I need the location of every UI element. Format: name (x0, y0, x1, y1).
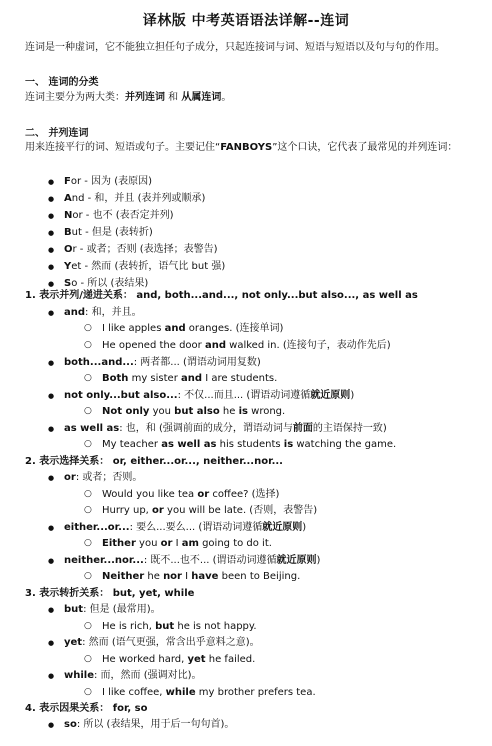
example-text: wrong. (247, 406, 286, 417)
fanboys-text: nd - 和，并且 (表并列或顺承) (71, 193, 206, 204)
fanboys-text: o - 所以 (表结果) (71, 278, 149, 289)
fanboys-letter: A (64, 193, 72, 204)
example-text: Would you like tea (102, 489, 198, 500)
example-keyword: or (152, 505, 164, 516)
sub-bullet-circle: ○ (84, 323, 92, 333)
conjunction-term: either...or... (64, 522, 130, 533)
bullet-dot: ● (48, 425, 55, 433)
conjunction-desc: ) (316, 555, 321, 566)
fanboys-text: et - 然而 (表转折，语气比 but 强) (71, 261, 226, 272)
sub-bullet-circle: ○ (84, 571, 92, 581)
example-sentence (102, 372, 277, 386)
conjunction-desc: : 不仅...而且... (谓语动词遵循 (177, 390, 311, 401)
sub-bullet-circle: ○ (84, 489, 92, 499)
fanboys-letter: Y (64, 261, 72, 272)
example-text: going to do it. (198, 538, 272, 549)
example-keyword: and (204, 340, 226, 351)
conjunction-item (64, 422, 387, 436)
subsection-heading (25, 289, 418, 303)
sub-bullet-circle: ○ (84, 373, 92, 383)
conjunction-term: 就近原则 (262, 522, 303, 533)
conjunction-item (64, 521, 306, 535)
conjunction-term: but (64, 604, 84, 615)
conjunction-desc: : 两者都... (谓语动词用复数) (133, 357, 261, 368)
example-text: I are students. (202, 373, 278, 384)
example-keyword: while (165, 687, 196, 698)
example-text: He opened the door (102, 340, 205, 351)
conjunction-term: both...and... (64, 357, 134, 368)
example-text: he (219, 406, 239, 417)
fanboys-letter: B (64, 227, 72, 238)
bullet-dot: ● (48, 474, 55, 482)
example-text: He worked hard, (102, 654, 188, 665)
conjunction-desc: : 然而 (语气更强，常含出乎意料之意)。 (82, 637, 260, 648)
example-keyword: or (160, 538, 173, 549)
conjunction-term: 前面 (292, 423, 313, 434)
conjunction-item (64, 471, 142, 485)
fanboys-letter: N (64, 210, 73, 221)
subsection-heading (25, 587, 194, 601)
fanboys-text: or - 因为 (表原因) (70, 176, 153, 187)
example-keyword: Not only (102, 406, 150, 417)
heading-text: 4. 表示因果关系： for, so (25, 703, 148, 714)
bullet-dot: ● (48, 557, 55, 565)
example-keyword: and (164, 323, 186, 334)
sub-bullet-circle: ○ (84, 406, 92, 416)
example-keyword: but also (174, 406, 220, 417)
bullet-dot: ● (48, 229, 55, 237)
fanboys-item (64, 226, 153, 240)
example-sentence (102, 339, 391, 353)
example-keyword: am (181, 538, 199, 549)
page-title: 译林版 中考英语语法详解--连词 (142, 13, 350, 29)
example-text: you (135, 538, 161, 549)
example-keyword: have (191, 571, 219, 582)
conjunction-desc: : 要么...要么... (谓语动词遵循 (129, 522, 263, 533)
conjunction-term: so (64, 719, 77, 730)
example-keyword: Neither (102, 571, 145, 582)
example-keyword: as well as (161, 439, 217, 450)
fanboys-item (64, 209, 174, 223)
section-1-text: 连词主要分为两大类：并列连词 和 从属连词。 (25, 92, 232, 103)
conjunction-term: neither...nor... (64, 555, 144, 566)
conjunction-desc: 的主语保持一致) (312, 423, 387, 434)
conjunction-item (64, 603, 161, 617)
bullet-dot: ● (48, 606, 55, 614)
bullet-dot: ● (48, 280, 55, 288)
example-keyword: yet (187, 654, 206, 665)
heading-text: 3. 表示转折关系： but, yet, while (25, 588, 195, 599)
example-keyword: but (155, 621, 175, 632)
conjunction-desc: : 或者；否则。 (75, 472, 143, 483)
bullet-dot: ● (48, 309, 55, 317)
example-text: my brother prefers tea. (195, 687, 316, 698)
conjunction-item (64, 554, 320, 568)
fanboys-item (64, 175, 152, 189)
example-sentence (102, 488, 279, 502)
bullet-dot: ● (48, 195, 55, 203)
sub-bullet-circle: ○ (84, 340, 92, 350)
conjunction-term: not only...but also... (64, 390, 178, 401)
fanboys-text: or - 也不 (表否定并列) (72, 210, 174, 221)
example-text: watching the game. (293, 439, 397, 450)
conjunction-desc: : 既不...也不... (谓语动词遵循 (143, 555, 277, 566)
conjunction-desc: : 而，然而 (强调对比)。 (94, 670, 202, 681)
example-text: I like coffee, (102, 687, 166, 698)
conjunction-term: as well as (64, 423, 120, 434)
example-keyword: nor (163, 571, 182, 582)
subsection-heading (25, 702, 148, 716)
conjunction-item (64, 669, 202, 683)
fanboys-letter: S (64, 278, 72, 289)
conjunction-term: 就近原则 (310, 390, 351, 401)
bullet-dot: ● (48, 212, 55, 220)
example-text: you will be late. (否则，表警告) (163, 505, 318, 516)
section-heading-1: 一、 连词的分类 (25, 77, 99, 88)
example-text: walked in. (连接句子，表动作先后) (225, 340, 391, 351)
conjunction-item (64, 389, 354, 403)
example-keyword: or (197, 489, 210, 500)
sub-bullet-circle: ○ (84, 621, 92, 631)
example-text: I like apples (102, 323, 165, 334)
heading-text: 1. 表示并列/递进关系： and, both...and..., not only...but also..., as well as (25, 290, 418, 301)
conjunction-desc: ) (302, 522, 307, 533)
example-text: his students (216, 439, 284, 450)
section-heading-2: 二、 并列连词 (25, 128, 89, 139)
bullet-dot: ● (48, 392, 55, 400)
subsection-heading (25, 455, 283, 469)
bullet-dot: ● (48, 639, 55, 647)
example-text: he (144, 571, 164, 582)
fanboys-item (64, 243, 218, 257)
conjunction-desc: : 和，并且。 (85, 307, 142, 318)
sub-bullet-circle: ○ (84, 505, 92, 515)
fanboys-letter: O (64, 244, 73, 255)
example-text: my sister (128, 373, 181, 384)
conjunction-item (64, 356, 261, 370)
conjunction-desc: : 但是 (最常用)。 (83, 604, 161, 615)
example-sentence (102, 438, 396, 452)
example-keyword: is (283, 439, 294, 450)
conjunction-term: and (64, 307, 86, 318)
heading-text: 2. 表示选择关系： or, either...or..., neither...nor... (25, 456, 283, 467)
example-text: he is not happy. (174, 621, 257, 632)
example-sentence (102, 570, 300, 584)
example-sentence (102, 537, 272, 551)
conjunction-term: 就近原则 (276, 555, 317, 566)
example-text: coffee? (选择) (209, 489, 280, 500)
example-text: you (149, 406, 175, 417)
sub-bullet-circle: ○ (84, 439, 92, 449)
fanboys-letter: F (64, 176, 71, 187)
example-text: been to Beijing. (218, 571, 301, 582)
fanboys-item (64, 260, 225, 274)
conjunction-term: or (64, 472, 76, 483)
sub-bullet-circle: ○ (84, 654, 92, 664)
bullet-dot: ● (48, 721, 55, 729)
sub-bullet-circle: ○ (84, 687, 92, 697)
fanboys-text: ut - 但是 (表转折) (71, 227, 153, 238)
conjunction-desc: : 也，和 (强调前面的成分，谓语动词与 (119, 423, 293, 434)
example-text: he failed. (205, 654, 256, 665)
intro-paragraph: 连词是一种虚词，它不能独立担任句子成分，只起连接词与词、短语与短语以及句与句的作用。 (25, 42, 445, 53)
sub-bullet-circle: ○ (84, 538, 92, 548)
bullet-dot: ● (48, 178, 55, 186)
example-text: oranges. (连接单词) (185, 323, 284, 334)
conjunction-item (64, 636, 260, 650)
bullet-dot: ● (48, 263, 55, 271)
conjunction-item (64, 718, 234, 732)
example-keyword: is (238, 406, 248, 417)
example-text: I (181, 571, 192, 582)
example-sentence (102, 620, 257, 634)
fanboys-item (64, 192, 205, 206)
example-text: I (172, 538, 182, 549)
example-keyword: Both (102, 373, 129, 384)
example-sentence (102, 322, 283, 336)
example-sentence (102, 686, 316, 700)
example-keyword: Either (102, 538, 136, 549)
example-text: Hurry up, (102, 505, 153, 516)
bullet-dot: ● (48, 672, 55, 680)
example-text: My teacher (102, 439, 162, 450)
conjunction-term: yet (64, 637, 83, 648)
section-2-text: 用来连接平行的词、短语或句子。主要记住“FANBOYS”这个口诀，它代表了最常见的并列连词： (25, 142, 458, 153)
conjunction-term: while (64, 670, 94, 681)
example-keyword: and (180, 373, 203, 384)
bullet-dot: ● (48, 524, 55, 532)
bullet-dot: ● (48, 359, 55, 367)
fanboys-text: r - 或者；否则 (表选择；表警告) (72, 244, 218, 255)
conjunction-item (64, 306, 142, 320)
example-sentence (102, 405, 285, 419)
conjunction-desc: ) (350, 390, 355, 401)
bullet-dot: ● (48, 246, 55, 254)
example-sentence (102, 653, 255, 667)
conjunction-desc: : 所以 (表结果，用于后一句句首)。 (76, 719, 235, 730)
example-text: He is rich, (102, 621, 156, 632)
example-sentence (102, 504, 317, 518)
